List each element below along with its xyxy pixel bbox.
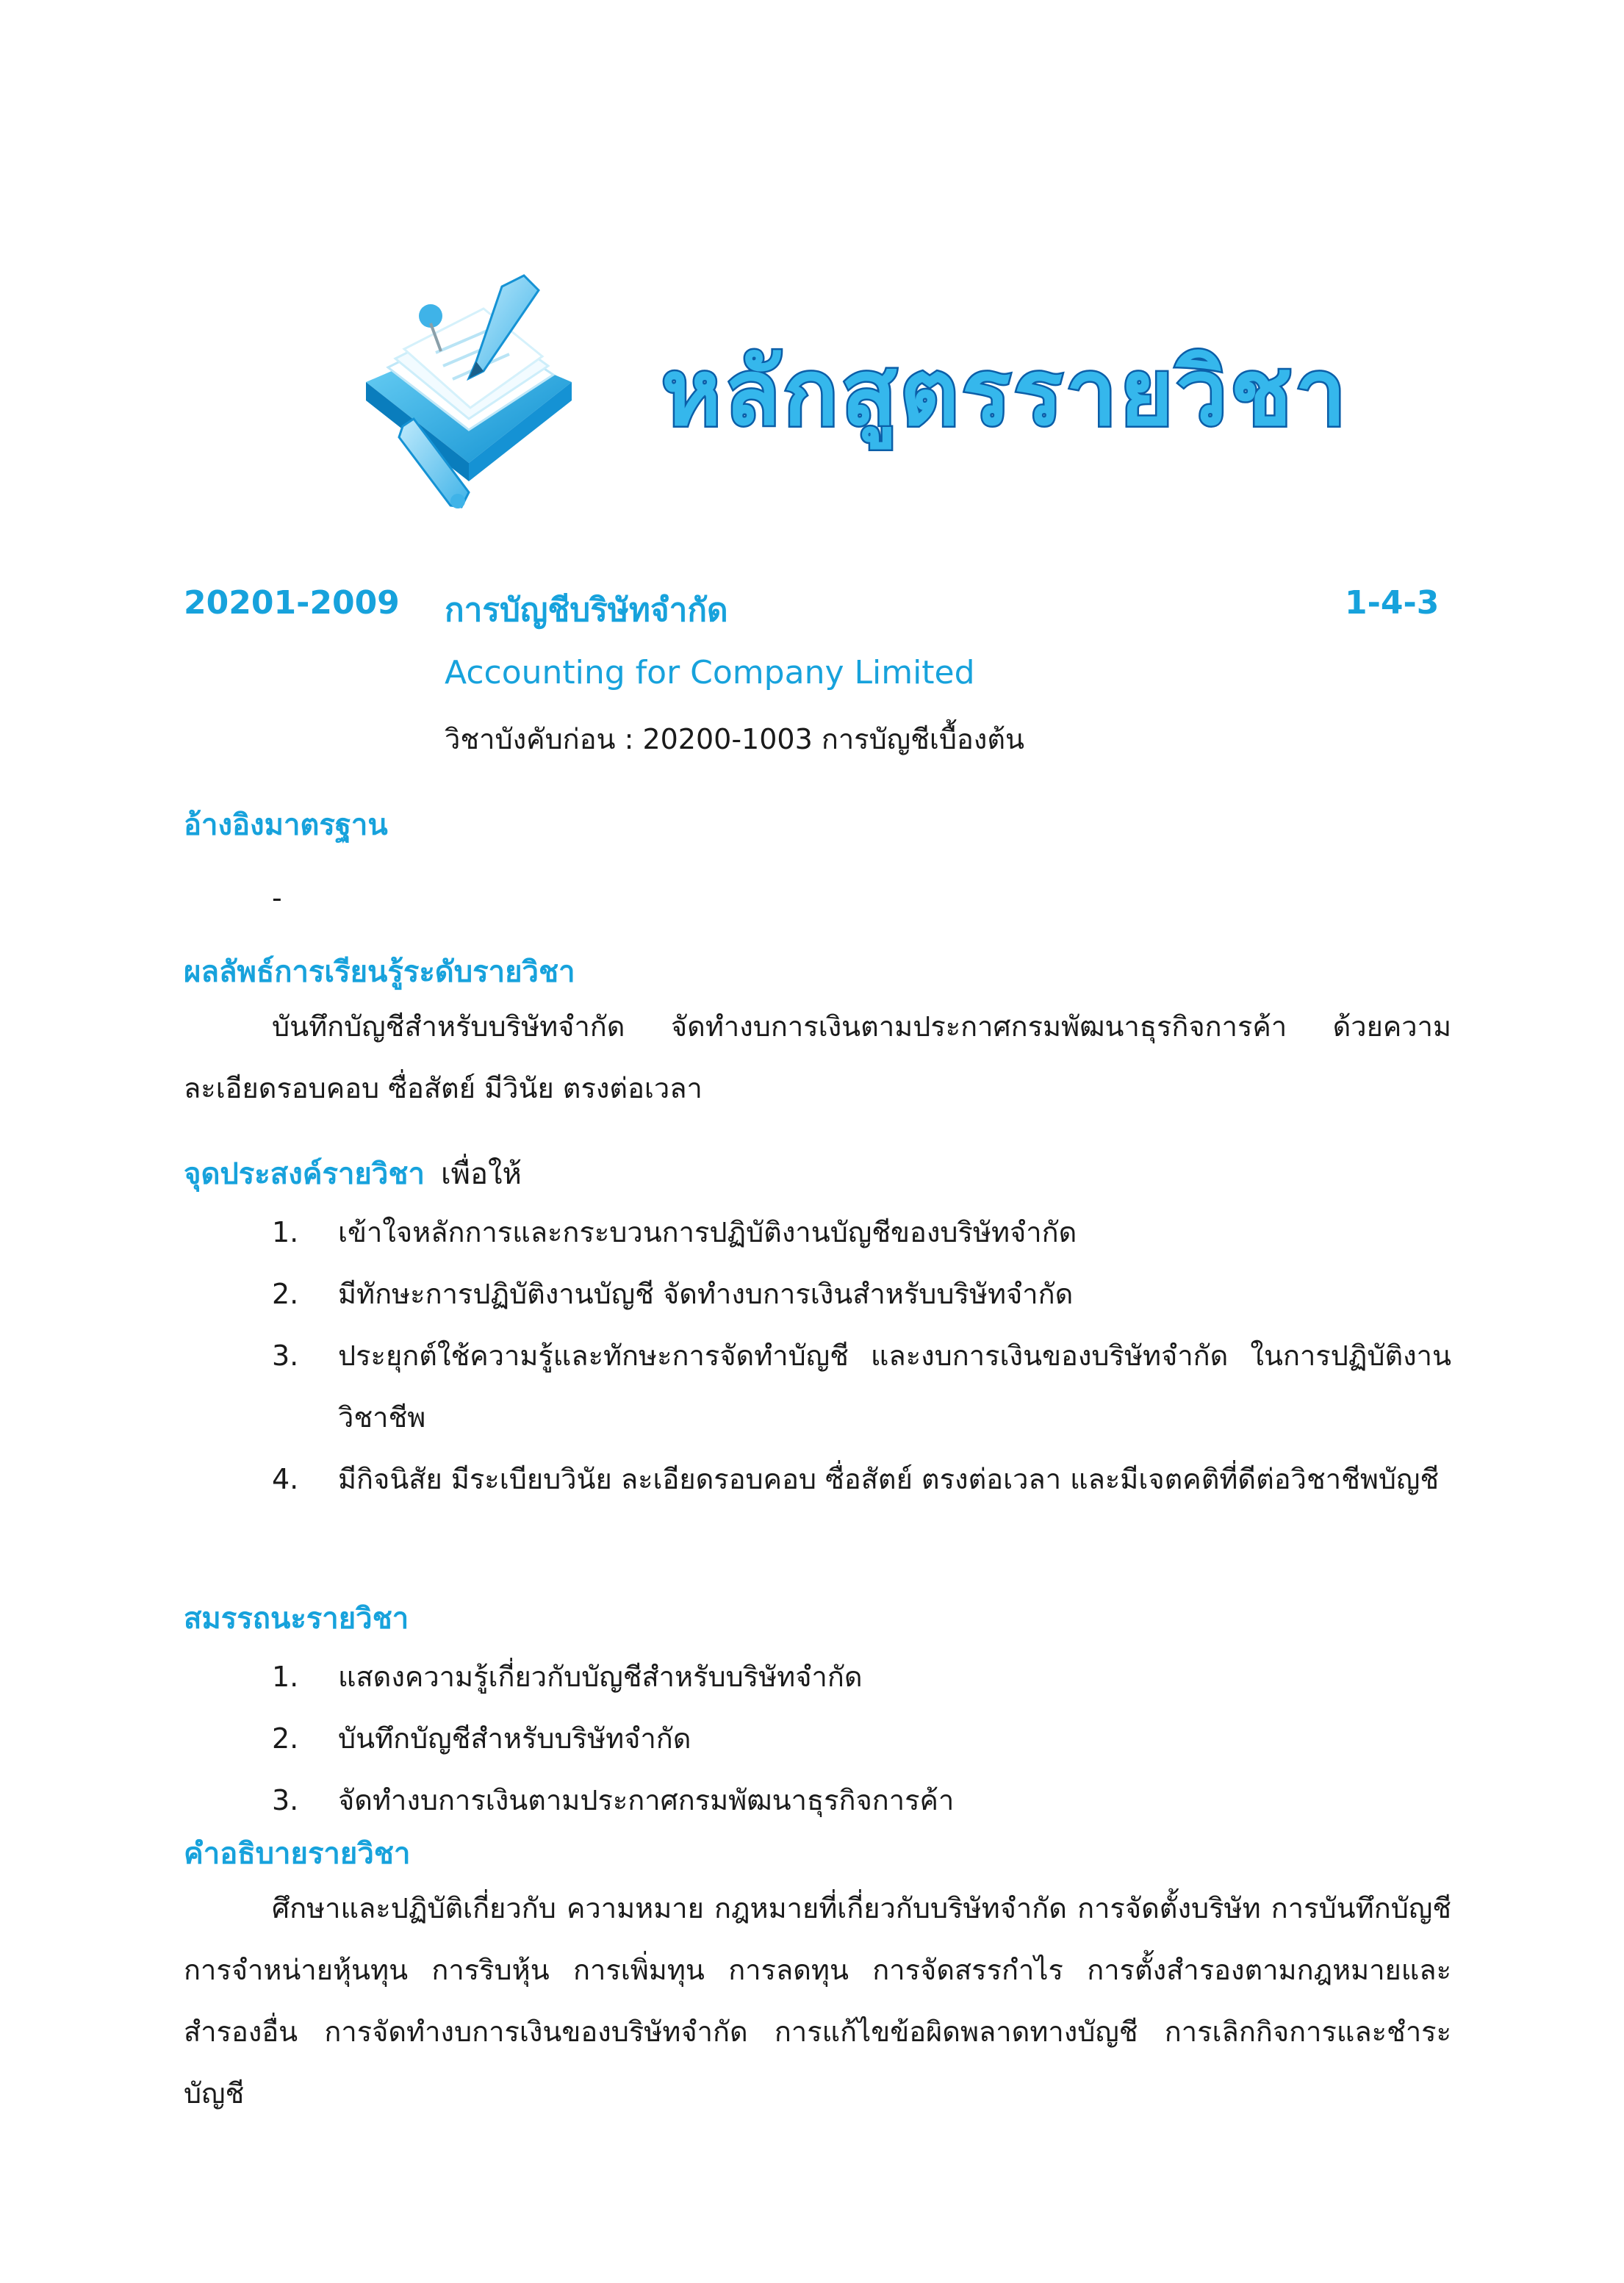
- description-text: ศึกษาและปฏิบัติเกี่ยวกับ ความหมาย กฎหมายที่เกี่ยวกับบริษัทจำกัด การจัดตั้งบริษัท การบันทึกบัญชี การจำหน่ายหุ้นทุน การริบหุ้น การเพิ่มทุน การลดทุน การจัดสรรกำไร การตั้งสำรองตามกฎหมายและสำรองอื่น การจัดทำงบการเงินของบริษัทจำกัด การแก้ไขข้อผิดพลาดทางบัญชี การเลิกกิจการและชำระบัญชี: [184, 1892, 1451, 2110]
- page-title: หลักสูตรรายวิชา: [661, 340, 1349, 446]
- competencies-list: [272, 1646, 1451, 1831]
- list-item-number: 2.: [272, 1278, 299, 1310]
- list-item-number: 4.: [272, 1463, 299, 1495]
- course-credits: 1-4-3: [1345, 584, 1440, 622]
- list-item-text: จัดทำงบการเงินตามประกาศกรมพัฒนาธุรกิจการค้า: [338, 1784, 955, 1816]
- list-item-text: เข้าใจหลักการและกระบวนการปฏิบัติงานบัญชีของบริษัทจำกัด: [338, 1216, 1077, 1248]
- list-item-text: ประยุกต์ใช้ความรู้และทักษะการจัดทำบัญชี และงบการเงินของบริษัทจำกัด ในการปฏิบัติงานวิชาชีพ: [338, 1340, 1451, 1434]
- standards-heading: อ้างอิงมาตรฐาน: [184, 808, 388, 842]
- list-item-number: 1.: [272, 1216, 299, 1248]
- objectives-list: [272, 1201, 1451, 1510]
- learning-outcome-text: บันทึกบัญชีสำหรับบริษัทจำกัด จัดทำงบการเงินตามประกาศกรมพัฒนาธุรกิจการค้า ด้วยความละเอียดรอบคอบ ซื่อสัตย์ มีวินัย ตรงต่อเวลา: [184, 1010, 1451, 1104]
- list-item: [272, 1201, 1451, 1263]
- list-item-text: มีทักษะการปฏิบัติงานบัญชี จัดทำงบการเงินสำหรับบริษัทจำกัด: [338, 1278, 1074, 1310]
- list-item: [272, 1646, 1451, 1708]
- objectives-heading: [184, 1150, 522, 1197]
- list-item-number: 3.: [272, 1340, 299, 1372]
- list-item-number: 3.: [272, 1784, 299, 1816]
- list-item-text: มีกิจนิสัย มีระเบียบวินัย ละเอียดรอบคอบ ซื่อสัตย์ ตรงต่อเวลา และมีเจตคติที่ดีต่อวิชาชีพบัญชี: [338, 1463, 1440, 1495]
- description-heading: คำอธิบายรายวิชา: [184, 1837, 411, 1871]
- objectives-heading-label: จุดประสงค์รายวิชา: [184, 1157, 425, 1191]
- learning-outcome-heading: ผลลัพธ์การเรียนรู้ระดับรายวิชา: [184, 955, 575, 989]
- list-item: [272, 1325, 1451, 1448]
- list-item: [272, 1448, 1451, 1510]
- list-item-text: แสดงความรู้เกี่ยวกับบัญชีสำหรับบริษัทจำกัด: [338, 1661, 863, 1693]
- course-code: 20201-2009: [184, 584, 400, 622]
- list-item-text: บันทึกบัญชีสำหรับบริษัทจำกัด: [338, 1722, 691, 1755]
- course-prerequisite: วิชาบังคับก่อน : 20200-1003 การบัญชีเบื้องต้น: [445, 723, 1025, 755]
- standards-text: -: [272, 882, 282, 914]
- list-item: [272, 1263, 1451, 1325]
- list-item: [272, 1769, 1451, 1831]
- notepad-pen-logo-icon: [359, 272, 579, 514]
- list-item: [272, 1708, 1451, 1769]
- course-name-english: Accounting for Company Limited: [445, 654, 975, 691]
- list-item-number: 1.: [272, 1661, 299, 1693]
- competencies-heading: สมรรถนะรายวิชา: [184, 1602, 409, 1636]
- course-name-thai: การบัญชีบริษัทจำกัด: [445, 592, 728, 629]
- list-item-number: 2.: [272, 1722, 299, 1755]
- objectives-heading-suffix: เพื่อให้: [440, 1157, 522, 1191]
